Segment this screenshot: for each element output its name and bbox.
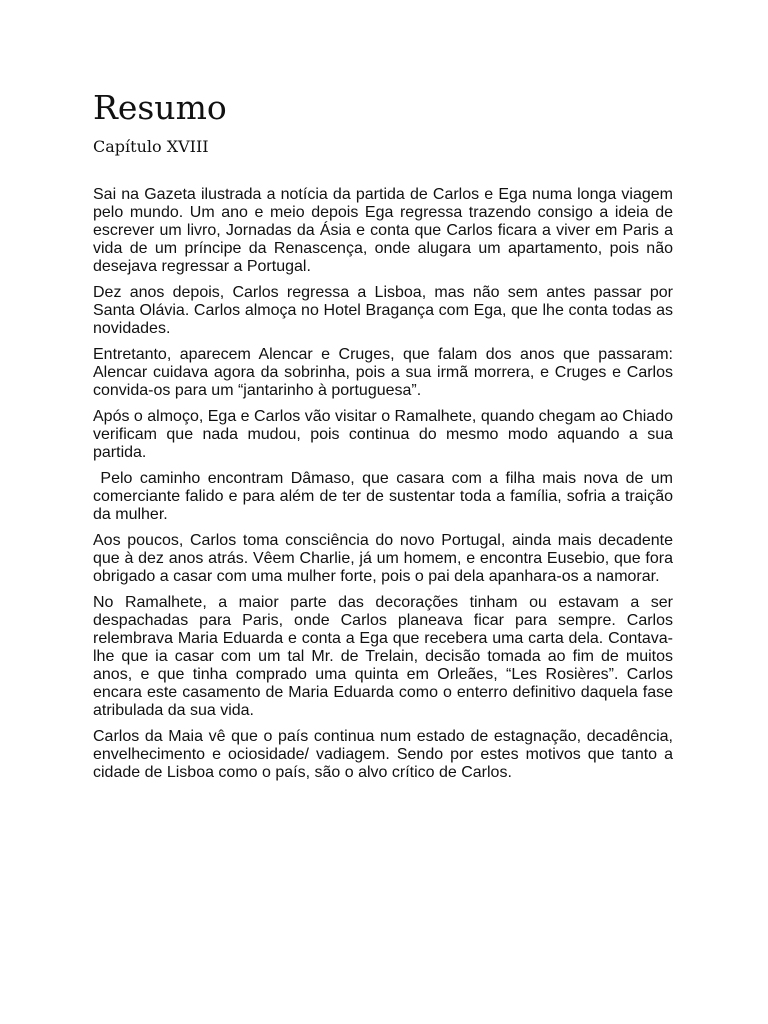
paragraph: Dez anos depois, Carlos regressa a Lisboa, mas não sem antes passar por Santa Olávia. Carlos almoça no Hotel Bragança com Ega, que lhe conta todas as novidades. — [93, 284, 673, 337]
paragraph: Aos poucos, Carlos toma consciência do novo Portugal, ainda mais decadente que à dez anos atrás. Vêem Charlie, já um homem, e encontra Eusebio, que fora obrigado a casar com uma mulher forte, pois o pai dela apanhara-os a namorar. — [93, 532, 673, 585]
chapter-subtitle: Capítulo XVIII — [93, 137, 209, 156]
paragraph: Após o almoço, Ega e Carlos vão visitar o Ramalhete, quando chegam ao Chiado verificam que nada mudou, pois continua do mesmo modo aquando a sua partida. — [93, 408, 673, 461]
paragraph: Pelo caminho encontram Dâmaso, que casara com a filha mais nova de um comerciante falido e para além de ter de sustentar toda a família, sofria a traição da mulher. — [93, 470, 673, 523]
paragraph: Entretanto, aparecem Alencar e Cruges, que falam dos anos que passaram: Alencar cuidava agora da sobrinha, pois a sua irmã morrera, e Cruges e Carlos convida-os para um “jantarinho à portuguesa”. — [93, 346, 673, 399]
summary-body — [93, 186, 673, 790]
page-title: Resumo — [93, 88, 227, 127]
paragraph: Carlos da Maia vê que o país continua num estado de estagnação, decadência, envelhecimento e ociosidade/ vadiagem. Sendo por estes motivos que tanto a cidade de Lisboa como o país, são o alvo crítico de Carlos. — [93, 728, 673, 781]
paragraph: No Ramalhete, a maior parte das decorações tinham ou estavam a ser despachadas para Paris, onde Carlos planeava ficar para sempre. Carlos relembrava Maria Eduarda e conta a Ega que recebera uma carta dela. Contava-lhe que ia casar com um tal Mr. de Trelain, decisão tomada ao fim de muitos anos, e que tinha comprado uma quinta em Orleães, “Les Rosières”. Carlos encara este casamento de Maria Eduarda como o enterro definitivo daquela fase atribulada da sua vida. — [93, 594, 673, 719]
paragraph: Sai na Gazeta ilustrada a notícia da partida de Carlos e Ega numa longa viagem pelo mundo. Um ano e meio depois Ega regressa trazendo consigo a ideia de escrever um livro, Jornadas da Ásia e conta que Carlos ficara a viver em Paris a vida de um príncipe da Renascença, onde alugara um apartamento, pois não desejava regressar a Portugal. — [93, 186, 673, 275]
